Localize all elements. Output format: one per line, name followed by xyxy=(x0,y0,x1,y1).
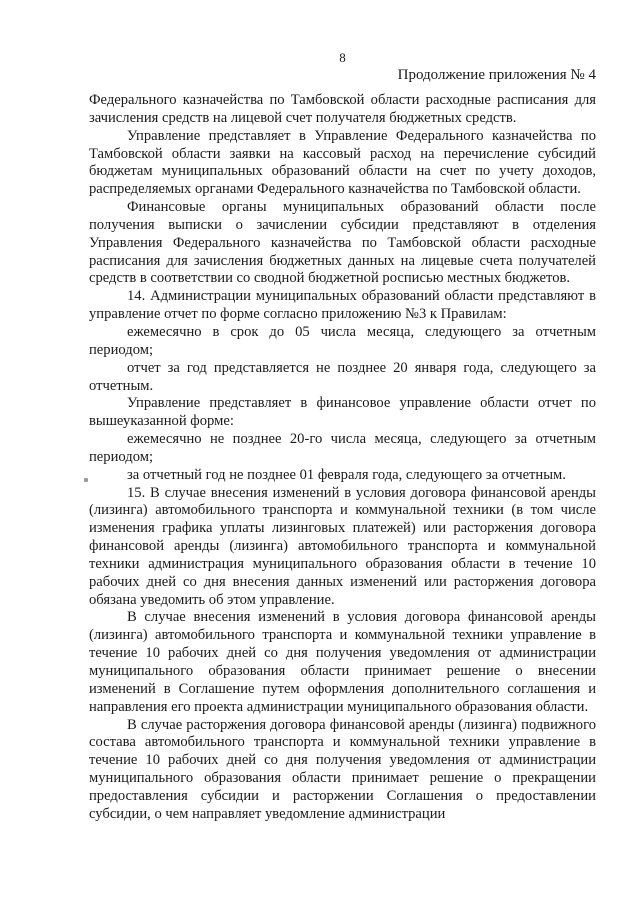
paragraph: ежемесячно в срок до 05 числа месяца, следующего за отчетным периодом; xyxy=(89,323,596,358)
document-page xyxy=(89,0,596,905)
paragraph: отчет за год представляется не позднее 20 января года, следующего за отчетным. xyxy=(89,359,596,394)
paragraph: Управление представляет в финансовое управление области отчет по вышеуказанной форме: xyxy=(89,395,596,430)
paragraph: ежемесячно не позднее 20-го числа месяца, следующего за отчетным периодом; xyxy=(89,431,596,465)
paragraph: Федерального казначейства по Тамбовской области расходные расписания для зачисления средств на лицевой счет получателя бюджетных средств. xyxy=(89,92,596,126)
scan-speck xyxy=(84,478,88,482)
appendix-header: Продолжение приложения № 4 xyxy=(397,67,596,83)
paragraph: 15. В случае внесения изменений в условия договора финансовой аренды (лизинга) автомобильного транспорта и коммунальной техники (в том числе изменения графика уплаты лизинговых платежей) или расторжения договора финансовой аренды (лизинга) автомобильного транспорта и коммунальной техники администрация муниципального образования области в течение 10 рабочих дней со дня внесения данных изменений или расторжения договора обязана уведомить об этом управление. xyxy=(89,484,596,608)
paragraph: Финансовые органы муниципальных образований области после получения выписки о зачислении субсидии представляют в отделения Управления Федерального казначейства по Тамбовской области расходные расписания для зачисления бюджетных данных на лицевые счета получателей средств в соответствии со сводной бюджетной росписью местных бюджетов. xyxy=(89,199,596,287)
document-body xyxy=(89,92,596,824)
paragraph: В случае расторжения договора финансовой аренды (лизинга) подвижного состава автомобильного транспорта и коммунальной техники управление в течение 10 рабочих дней со дня получения уведомления от администрации муниципального образования области принимает решение о прекращении предоставления субсидии и расторжении Соглашения о предоставлении субсидии, о чем направляет уведомление администрации xyxy=(89,716,596,822)
page-number: 8 xyxy=(339,50,346,65)
paragraph: за отчетный год не позднее 01 февраля года, следующего за отчетным. xyxy=(127,466,566,483)
paragraph: В случае внесения изменений в условия договора финансовой аренды (лизинга) автомобильного транспорта и коммунальной техники управление в течение 10 рабочих дней со дня получения уведомления от администрации муниципального образования области принимает решение о внесении изменений в Соглашение путем оформления дополнительного соглашения и направления его проекта администрации муниципального образования области. xyxy=(89,609,596,715)
paragraph: 14. Администрации муниципальных образований области представляют в управление отчет по форме согласно приложению №3 к Правилам: xyxy=(89,288,596,323)
paragraph: Управление представляет в Управление Федерального казначейства по Тамбовской области заявки на кассовый расход на перечисление субсидий бюджетам муниципальных образований области на счет по учету доходов, распределяемых органами Федерального казначейства по Тамбовской области. xyxy=(89,127,596,198)
